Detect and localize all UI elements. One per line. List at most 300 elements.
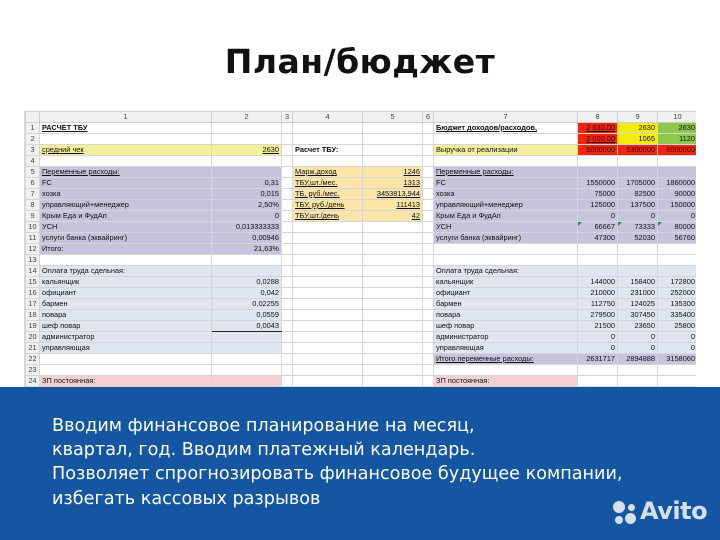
cell[interactable] [578,365,618,376]
cell[interactable] [434,244,578,255]
cell[interactable] [618,266,658,277]
row-header[interactable]: 9 [26,211,40,222]
cell[interactable] [423,222,434,233]
cell[interactable]: Переменные расходы: [434,167,578,178]
cell[interactable]: Оплата труда сдельная: [40,266,212,277]
cell[interactable]: администратор [434,332,578,343]
cell[interactable]: Расчет ТБУ: [293,145,363,156]
cell[interactable]: 1246 [363,167,423,178]
cell[interactable]: повара [40,310,212,321]
column-header[interactable]: 8 [578,112,618,123]
banner-text [52,414,692,511]
cell[interactable]: УСН [40,222,212,233]
cell[interactable] [658,365,697,376]
cell[interactable] [282,233,293,244]
cell[interactable] [363,266,423,277]
cell[interactable]: 23650 [618,321,658,332]
cell[interactable] [618,244,658,255]
cell[interactable]: 82500 [618,189,658,200]
cell[interactable] [293,288,363,299]
cell[interactable]: 279500 [578,310,618,321]
cell[interactable] [293,365,363,376]
cell[interactable] [423,255,434,266]
cell[interactable]: 0 [618,343,658,354]
table-row [26,299,697,310]
cell[interactable]: 0 [618,211,658,222]
cell[interactable]: 5300000 [618,145,658,156]
cell[interactable] [423,321,434,332]
table-row [26,310,697,321]
cell[interactable]: 1705000 [618,178,658,189]
row-header[interactable]: 21 [26,343,40,354]
cell[interactable] [363,365,423,376]
column-header[interactable]: 9 [618,112,658,123]
cell[interactable] [212,376,282,387]
row-header[interactable]: 2 [26,134,40,145]
cell[interactable]: 0,00946 [212,233,282,244]
cell[interactable]: 0,015 [212,189,282,200]
cell[interactable] [40,365,212,376]
cell[interactable]: 1313 [363,178,423,189]
cell[interactable] [293,332,363,343]
table-row [26,288,697,299]
row-header[interactable]: 5 [26,167,40,178]
cell[interactable]: 47300 [578,233,618,244]
cell[interactable] [212,255,282,266]
cell[interactable] [423,376,434,387]
cell[interactable]: Оплата труда сдельная: [434,266,578,277]
table-row [26,145,697,156]
cell[interactable] [212,156,282,167]
row-header[interactable]: 23 [26,365,40,376]
row-header[interactable]: 16 [26,288,40,299]
cell[interactable] [658,255,697,266]
cell[interactable]: РАСЧЕТ ТБУ [40,123,212,134]
cell[interactable] [293,123,363,134]
cell[interactable] [423,156,434,167]
cell[interactable] [363,145,423,156]
cell[interactable] [212,266,282,277]
cell[interactable] [293,321,363,332]
cell[interactable]: 210000 [578,288,618,299]
cell[interactable] [423,354,434,365]
cell[interactable] [363,277,423,288]
cell[interactable]: 144000 [578,277,618,288]
cell[interactable]: Марж.доход [293,167,363,178]
table-row [26,376,697,387]
cell[interactable] [282,310,293,321]
row-header[interactable]: 19 [26,321,40,332]
cell[interactable] [282,145,293,156]
cell[interactable] [434,156,578,167]
column-header[interactable]: 10 [658,112,697,123]
cell[interactable] [293,244,363,255]
cell[interactable] [363,332,423,343]
cell[interactable]: официант [434,288,578,299]
cell[interactable] [363,321,423,332]
cell[interactable] [363,233,423,244]
row-header[interactable]: 20 [26,332,40,343]
cell[interactable] [434,134,578,145]
cell[interactable] [363,354,423,365]
cell[interactable] [423,332,434,343]
cell[interactable] [363,156,423,167]
cell[interactable] [212,134,282,145]
column-header[interactable]: 2 [212,112,282,123]
cell[interactable]: бармен [434,299,578,310]
row-header[interactable]: 15 [26,277,40,288]
cell[interactable]: администратор [40,332,212,343]
cell[interactable] [293,233,363,244]
row-header[interactable]: 7 [26,189,40,200]
row-header[interactable]: 13 [26,255,40,266]
column-header[interactable]: 3 [282,112,293,123]
cell[interactable]: 0 [658,343,697,354]
cell[interactable] [658,244,697,255]
cell[interactable]: 137500 [618,200,658,211]
cell[interactable] [434,365,578,376]
cell[interactable]: 0,013333333 [212,222,282,233]
spreadsheet [24,111,696,387]
column-header[interactable]: 6 [423,112,434,123]
table-row [26,211,697,222]
cell[interactable]: 1065 [618,134,658,145]
cell[interactable]: 2630 [212,145,282,156]
cell[interactable] [282,222,293,233]
cell[interactable] [282,343,293,354]
cell[interactable]: 111413 [363,200,423,211]
cell[interactable]: 0 [658,332,697,343]
cell[interactable]: 73333 [618,222,658,233]
cell[interactable] [363,343,423,354]
cell[interactable]: Итого: [40,244,212,255]
cell[interactable] [578,376,618,387]
cell[interactable]: 307450 [618,310,658,321]
cell[interactable] [40,354,212,365]
avito-wordmark: Avito [640,497,708,525]
row-header[interactable]: 14 [26,266,40,277]
table-row [26,321,697,332]
cell[interactable]: 90000 [658,189,697,200]
cell[interactable] [434,255,578,266]
cell[interactable]: хозка [40,189,212,200]
cell[interactable] [282,321,293,332]
cell[interactable]: 0,02255 [212,299,282,310]
cell[interactable]: 252000 [658,288,697,299]
cell[interactable] [578,156,618,167]
cell[interactable] [658,156,697,167]
cell[interactable]: 2,50% [212,200,282,211]
cell[interactable] [40,255,212,266]
cell[interactable] [423,277,434,288]
row-header[interactable]: 18 [26,310,40,321]
table-row [26,255,697,266]
column-header[interactable]: 5 [363,112,423,123]
cell[interactable] [423,266,434,277]
cell[interactable] [293,156,363,167]
cell[interactable] [363,134,423,145]
cell[interactable]: 6000000 [658,145,697,156]
cell[interactable] [40,156,212,167]
table-row [26,266,697,277]
cell[interactable] [282,365,293,376]
cell[interactable] [293,255,363,266]
cell[interactable]: хозка [434,189,578,200]
cell[interactable]: 2630 [618,123,658,134]
cell[interactable] [40,134,212,145]
column-header[interactable]: 7 [434,112,578,123]
cell[interactable] [293,310,363,321]
cell[interactable] [618,365,658,376]
banner-line: Позволяет спрогнозировать финансовое будущее компании, [52,464,623,485]
cell[interactable] [212,123,282,134]
cell[interactable] [363,255,423,266]
cell[interactable]: управляющая [434,343,578,354]
cell[interactable] [293,266,363,277]
cell[interactable]: услуги банка (эквайринг) [40,233,212,244]
cell[interactable] [363,123,423,134]
slide-title: План/бюджет [224,42,496,81]
cell[interactable] [423,123,434,134]
cell[interactable] [293,299,363,310]
cell[interactable]: 0,0288 [212,277,282,288]
cell[interactable]: 0 [618,332,658,343]
cell[interactable]: услуги банка (эквайринг) [434,233,578,244]
row-header[interactable]: 12 [26,244,40,255]
table-row [26,354,697,365]
banner-line: Вводим финансовое планирование на месяц, [52,416,475,436]
cell[interactable]: 56760 [658,233,697,244]
cell[interactable] [282,299,293,310]
row-header[interactable]: 10 [26,222,40,233]
cell[interactable]: 80000 [658,222,697,233]
cell[interactable] [658,266,697,277]
cell[interactable]: 0 [212,211,282,222]
cell[interactable]: FC [40,178,212,189]
cell[interactable] [293,376,363,387]
cell[interactable]: Выручка от реализации [434,145,578,156]
cell[interactable]: управляющий+менеджер [40,200,212,211]
cell[interactable] [282,123,293,134]
cell[interactable] [282,354,293,365]
cell[interactable]: Переменные расходы: [40,167,212,178]
cell[interactable] [293,354,363,365]
cell[interactable] [363,288,423,299]
cell[interactable]: 2 000,00 [578,134,618,145]
cell[interactable]: 21500 [578,321,618,332]
row-header[interactable]: 17 [26,299,40,310]
cell[interactable]: 52030 [618,233,658,244]
cell[interactable] [282,211,293,222]
cell[interactable]: Крым Еда и ФудАп [434,211,578,222]
cell[interactable] [363,222,423,233]
cell[interactable]: ЗП постоянная: [40,376,212,387]
row-header[interactable]: 6 [26,178,40,189]
cell[interactable] [658,167,697,178]
cell[interactable] [363,299,423,310]
cell[interactable] [212,167,282,178]
table-row [26,123,697,134]
cell[interactable]: 172800 [658,277,697,288]
cell[interactable] [212,343,282,354]
cell[interactable] [423,233,434,244]
cell[interactable]: 0,0043 [212,321,282,332]
table-row [26,365,697,376]
banner-line: избегать кассовых разрывов [52,488,321,509]
cell[interactable]: 112750 [578,299,618,310]
row-header[interactable]: 22 [26,354,40,365]
cell[interactable] [423,244,434,255]
row-header[interactable]: 1 [26,123,40,134]
cell[interactable]: 1120 [658,134,697,145]
cell[interactable]: повара [434,310,578,321]
cell[interactable]: 42 [363,211,423,222]
cell[interactable]: Итого переменные расходы: [434,354,578,365]
cell[interactable]: FC [434,178,578,189]
cell[interactable]: 0 [578,332,618,343]
cell[interactable] [282,277,293,288]
column-header-row [26,112,697,123]
cell[interactable]: официант [40,288,212,299]
cell[interactable]: шеф повар [434,321,578,332]
cell[interactable]: 2894888 [618,354,658,365]
cell[interactable]: шеф повар [40,321,212,332]
cell[interactable]: ТБ, руб./мес. [293,189,363,200]
cell[interactable] [423,189,434,200]
row-header[interactable]: 11 [26,233,40,244]
cell[interactable]: 335400 [658,310,697,321]
cell[interactable] [578,266,618,277]
cell[interactable]: 150000 [658,200,697,211]
cell[interactable] [423,365,434,376]
cell[interactable] [212,365,282,376]
cell[interactable] [282,266,293,277]
cell[interactable]: ТБУ,шт./мес. [293,178,363,189]
cell[interactable] [578,167,618,178]
cell[interactable]: управляющая [40,343,212,354]
cell[interactable] [212,332,282,343]
avito-dots-icon [611,500,637,526]
cell[interactable] [293,134,363,145]
cell[interactable]: 231000 [618,288,658,299]
cell[interactable]: 21,63% [212,244,282,255]
table-row [26,277,697,288]
cell[interactable] [618,156,658,167]
cell[interactable] [578,255,618,266]
cell[interactable] [658,376,697,387]
row-header[interactable]: 3 [26,145,40,156]
cell[interactable] [423,167,434,178]
table-row [26,222,697,233]
cell[interactable] [282,332,293,343]
cell[interactable]: 124025 [618,299,658,310]
cell[interactable]: управляющий+менеджер [434,200,578,211]
cell[interactable] [282,178,293,189]
cell[interactable] [282,200,293,211]
cell[interactable] [363,310,423,321]
cell[interactable] [212,354,282,365]
cell[interactable] [578,244,618,255]
cell[interactable] [423,211,434,222]
cell[interactable]: 3158060 [658,354,697,365]
column-header[interactable]: 4 [293,112,363,123]
cell[interactable] [423,178,434,189]
cell[interactable]: 0,31 [212,178,282,189]
cell[interactable]: УСН [434,222,578,233]
cell[interactable]: Крым Еда и ФудАп [40,211,212,222]
cell[interactable] [282,134,293,145]
cell[interactable]: 2631717 [578,354,618,365]
cell[interactable] [282,244,293,255]
cell[interactable]: 0 [578,343,618,354]
cell[interactable]: 0 [658,211,697,222]
column-header[interactable]: 1 [40,112,212,123]
cell[interactable] [363,244,423,255]
cell[interactable]: бармен [40,299,212,310]
cell[interactable]: 1550000 [578,178,618,189]
cell[interactable] [618,255,658,266]
cell[interactable] [423,145,434,156]
cell[interactable] [293,343,363,354]
cell[interactable]: 2 630,00 [578,123,618,134]
cell[interactable] [282,189,293,200]
cell[interactable] [282,376,293,387]
cell[interactable]: 3453813,944 [363,189,423,200]
cell[interactable]: средний чек [40,145,212,156]
cell[interactable] [293,222,363,233]
row-header[interactable]: 4 [26,156,40,167]
cell[interactable] [363,376,423,387]
cell[interactable]: кальянщик [434,277,578,288]
cell[interactable]: ЗП постоянная: [434,376,578,387]
cell[interactable]: 125000 [578,200,618,211]
cell[interactable] [423,134,434,145]
cell[interactable]: Бюджет доходов/расходов, [434,123,578,134]
cell[interactable] [423,343,434,354]
cell[interactable] [423,288,434,299]
cell[interactable] [282,156,293,167]
cell[interactable]: 25800 [658,321,697,332]
cell[interactable]: 75000 [578,189,618,200]
cell[interactable] [282,288,293,299]
cell[interactable] [618,376,658,387]
cell[interactable]: 1860000 [658,178,697,189]
cell[interactable]: 0 [578,211,618,222]
cell[interactable]: 66667 [578,222,618,233]
cell[interactable] [293,277,363,288]
cell[interactable] [618,167,658,178]
cell[interactable]: 2630 [658,123,697,134]
cell[interactable]: 158400 [618,277,658,288]
cell[interactable]: ТБУ,шт./день [293,211,363,222]
cell[interactable] [423,200,434,211]
cell[interactable] [423,310,434,321]
cell[interactable]: 5000000 [578,145,618,156]
row-header[interactable]: 24 [26,376,40,387]
cell[interactable]: кальянщик [40,277,212,288]
cell[interactable] [282,255,293,266]
row-header[interactable]: 8 [26,200,40,211]
cell[interactable]: 0,042 [212,288,282,299]
cell[interactable]: ТБУ, руб./день [293,200,363,211]
cell[interactable] [282,167,293,178]
cell[interactable]: 0,0559 [212,310,282,321]
cell[interactable] [423,299,434,310]
banner-line: квартал, год. Вводим платежный календарь. [52,440,476,461]
table-row [26,233,697,244]
column-header[interactable] [26,112,40,123]
cell[interactable]: 135300 [658,299,697,310]
